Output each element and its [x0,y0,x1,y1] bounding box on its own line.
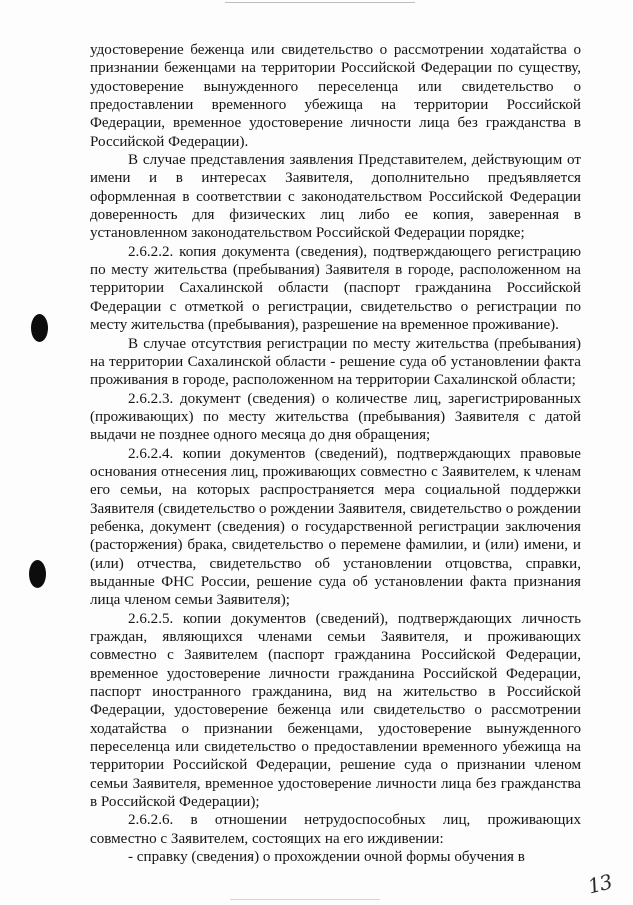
paragraph-2: В случае представления заявления Представителем, действующим от имени и в интересах Заявителя, дополнительно предъявляется оформленная в соответствии с законодательством Российской Федерации доверенность для физических лиц либо ее копия, заверенная в установленном законодательством Российской Федерации порядке; [90,152,581,242]
paragraph-4: В случае отсутствия регистрации по месту жительства (пребывания) на территории Сахалинской области - решение суда об установлении факта проживания в городе, расположенном на территории Сахалинской области; [90,335,581,389]
paragraph-1: удостоверение беженца или свидетельство о рассмотрении ходатайства о признании беженцами на территории Российской Федерации по существу, удостоверение вынужденного переселенца или свидетельство о предоставлении временного убежища на территории Российской Федерации, временное удостоверение личности лица без гражданства в Российской Федерации). [90,42,581,150]
scan-edge-line-bottom [230,899,380,900]
punch-hole-top [31,314,48,342]
paragraph-6: 2.6.2.4. копии документов (сведений), подтверждающих правовые основания отнесения лиц, проживающих совместно с Заявителем, к членам его семьи, на которых распространяется мера социальной поддержки Заявителя (свидетельство о рождении Заявителя, свидетельство о рождении ребенка, документ (сведения) о государственной регистрации заключения (расторжения) брака, свидетельство о перемене фамилии, и (или) имени, и (или) отчества, свидетельство об установлении отцовства, справки, выданные ФНС России, решение суда об установлении факта признания лица членом семьи Заявителя); [90,445,581,609]
handwritten-page-number: 13 [585,869,615,899]
document-body [90,41,581,866]
paragraph-8: 2.6.2.6. в отношении нетрудоспособных лиц, проживающих совместно с Заявителем, состоящих на его иждивении: [90,812,581,847]
punch-hole-bottom [29,560,46,588]
scan-edge-line [225,2,415,3]
paragraph-7: 2.6.2.5. копии документов (сведений), подтверждающих личность граждан, являющихся членами семьи Заявителя, и проживающих совместно с Заявителем (паспорт гражданина Российской Федерации, временное удостоверение личности гражданина Российской Федерации, паспорт иностранного гражданина, вид на жительство в Российской Федерации, удостоверение беженца или свидетельство о рассмотрении ходатайства о признании беженцами, удостоверение вынужденного переселенца или свидетельство о предоставлении временного убежища на территории Российской Федерации, решение суда о признании членом семьи Заявителя, временное удостоверение личности лица без гражданства в Российской Федерации); [90,610,581,811]
paragraph-3: 2.6.2.2. копия документа (сведения), подтверждающего регистрацию по месту жительства (пребывания) Заявителя в городе, расположенном на территории Сахалинской области (паспорт гражданина Российской Федерации с отметкой о регистрации, свидетельство о регистрации по месту жительства (пребывания), разрешение на временное проживание). [90,243,581,334]
paragraph-5: 2.6.2.3. документ (сведения) о количестве лиц, зарегистрированных (проживающих) по месту жительства (пребывания) Заявителя с датой выдачи не позднее одного месяца до дня обращения; [90,390,581,444]
paragraph-9: - справку (сведения) о прохождении очной формы обучения в [128,849,525,866]
